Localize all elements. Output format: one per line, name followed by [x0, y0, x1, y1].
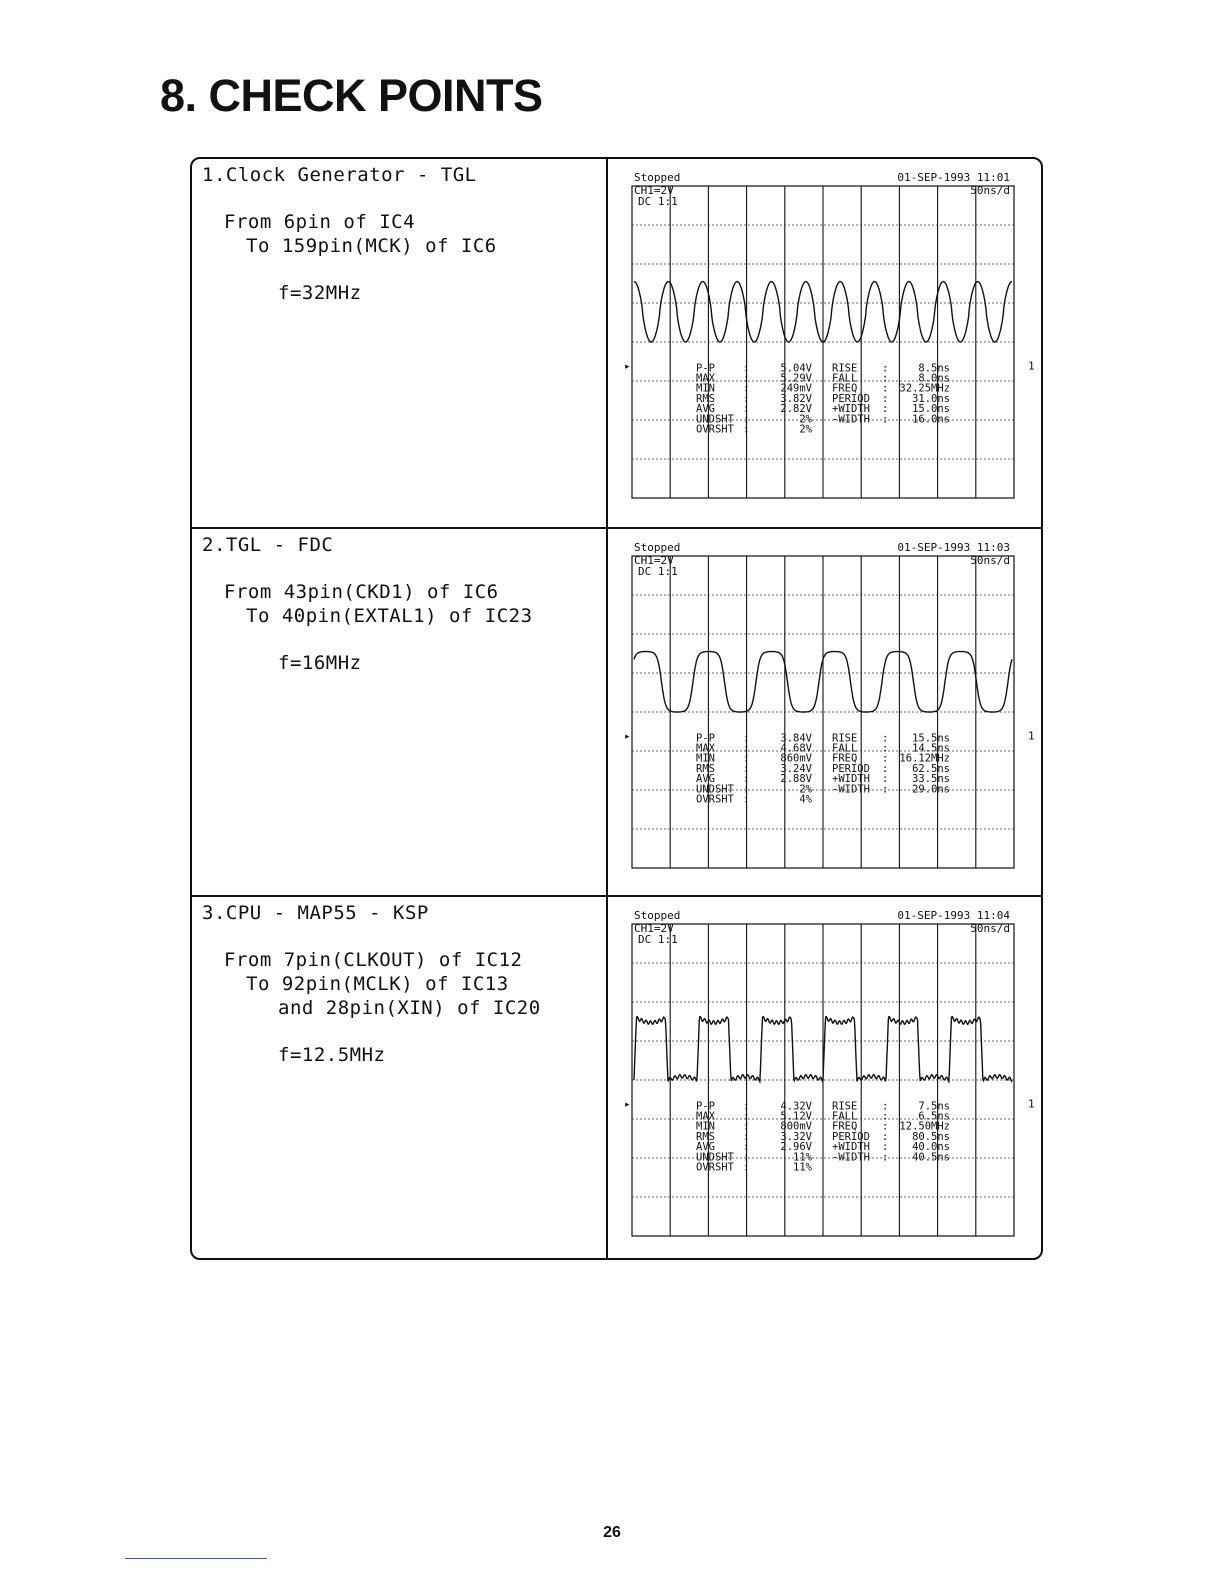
measurement-label: OVRSHT: [696, 793, 734, 806]
measurement-label: -WIDTH: [832, 413, 870, 426]
measurement-label: FALL: [832, 1110, 858, 1123]
measurement-colon: :: [882, 762, 889, 775]
oscilloscope-trace-2: [608, 529, 1043, 897]
measurement-label: MIN: [696, 382, 715, 395]
checkpoint-from: From 6pin of IC4: [224, 211, 416, 233]
measurement-colon: :: [743, 732, 750, 745]
measurement-label: OVRSHT: [696, 423, 734, 436]
measurement-value: 16.0ns: [912, 413, 950, 426]
measurement-colon: :: [882, 742, 889, 755]
page-title: 8. CHECK POINTS: [160, 70, 543, 121]
measurement-label: FREQ: [832, 1120, 858, 1133]
measurement-colon: :: [743, 372, 750, 385]
measurement-colon: :: [743, 403, 750, 416]
checkpoint-row-tgl-fdc: [192, 527, 1041, 897]
measurement-colon: :: [743, 413, 750, 426]
measurement-value: 800mV: [780, 1120, 812, 1133]
measurement-value: 5.04V: [780, 362, 812, 375]
measurement-label: P-P: [696, 362, 715, 375]
measurement-colon: :: [882, 732, 889, 745]
measurement-colon: :: [882, 392, 889, 405]
measurement-label: UNDSHT: [696, 413, 734, 426]
scope-trigger-marker: 1: [1028, 729, 1035, 743]
measurement-label: MAX: [696, 1110, 715, 1123]
page-number: 26: [603, 1524, 621, 1541]
measurement-value: 2%: [799, 423, 812, 436]
measurement-colon: :: [743, 752, 750, 765]
measurement-colon: :: [743, 1120, 750, 1133]
measurement-label: PERIOD: [832, 762, 870, 775]
measurement-label: -WIDTH: [832, 783, 870, 796]
measurement-value: 3.24V: [780, 762, 812, 775]
measurement-value: 14.5ns: [912, 742, 950, 755]
scope-timebase: 50ns/d: [970, 554, 1010, 567]
measurement-colon: :: [743, 773, 750, 786]
measurement-colon: :: [882, 783, 889, 796]
measurement-value: 12.50MHz: [899, 1120, 950, 1133]
measurement-label: RMS: [696, 1130, 715, 1143]
measurement-label: RMS: [696, 762, 715, 775]
checkpoint-from: From 7pin(CLKOUT) of IC12: [224, 949, 523, 971]
measurement-value: 860mV: [780, 752, 812, 765]
checkpoint-row-clock-generator: [192, 159, 1041, 527]
checkpoint-to: To 159pin(MCK) of IC6: [246, 235, 497, 257]
checkpoint-from: From 43pin(CKD1) of IC6: [224, 581, 499, 603]
measurement-label: FREQ: [832, 752, 858, 765]
measurement-value: 4.32V: [780, 1100, 812, 1113]
measurement-value: 15.0ns: [912, 403, 950, 416]
measurement-colon: :: [882, 1130, 889, 1143]
measurement-value: 16.12MHz: [899, 752, 950, 765]
measurement-label: MAX: [696, 372, 715, 385]
scope-coupling: DC 1:1: [638, 565, 678, 578]
scope-status: Stopped: [634, 171, 681, 184]
measurement-label: RISE: [832, 1100, 858, 1113]
scope-date: 01-SEP-1993 11:04: [897, 909, 1010, 922]
measurement-label: +WIDTH: [832, 773, 870, 786]
measurement-colon: :: [743, 423, 750, 436]
measurement-label: RISE: [832, 362, 858, 375]
measurement-label: UNDSHT: [696, 1151, 734, 1164]
scope-ground-marker: ▸: [624, 359, 631, 373]
measurement-value: 15.5ns: [912, 732, 950, 745]
oscilloscope-trace-1: [608, 159, 1043, 527]
measurement-label: MIN: [696, 752, 715, 765]
measurement-label: PERIOD: [832, 1130, 870, 1143]
checkpoint-title: 1.Clock Generator - TGL: [202, 164, 477, 186]
checkpoint-title: 2.TGL - FDC: [202, 534, 334, 556]
oscilloscope-cell: [608, 159, 1043, 527]
measurement-value: 6.5ns: [918, 1110, 950, 1123]
checkpoints-table: [190, 157, 1043, 1260]
measurement-label: MIN: [696, 1120, 715, 1133]
measurement-label: +WIDTH: [832, 403, 870, 416]
footer-rule: [125, 1558, 267, 1559]
measurement-value: 40.0ns: [912, 1141, 950, 1154]
scope-date: 01-SEP-1993 11:01: [897, 171, 1010, 184]
measurement-value: 62.5ns: [912, 762, 950, 775]
measurement-value: 4%: [799, 793, 812, 806]
checkpoint-description: [192, 529, 608, 897]
measurement-colon: :: [743, 742, 750, 755]
scope-timebase: 50ns/d: [970, 922, 1010, 935]
measurement-colon: :: [743, 362, 750, 375]
measurement-colon: :: [882, 773, 889, 786]
measurement-value: 32.25MHz: [899, 382, 950, 395]
measurement-label: P-P: [696, 732, 715, 745]
measurement-colon: :: [882, 413, 889, 426]
measurement-value: 5.12V: [780, 1110, 812, 1123]
measurement-colon: :: [882, 362, 889, 375]
measurement-value: 3.84V: [780, 732, 812, 745]
measurement-label: RISE: [832, 732, 858, 745]
measurement-value: 11%: [793, 1151, 812, 1164]
measurement-value: 3.32V: [780, 1130, 812, 1143]
scope-ground-marker: ▸: [624, 1097, 631, 1111]
measurement-label: -WIDTH: [832, 1151, 870, 1164]
measurement-colon: :: [743, 783, 750, 796]
measurement-value: 2.96V: [780, 1141, 812, 1154]
measurement-colon: :: [743, 1161, 750, 1174]
checkpoint-row-cpu: [192, 895, 1041, 1260]
measurement-colon: :: [882, 752, 889, 765]
measurement-label: UNDSHT: [696, 783, 734, 796]
measurement-label: AVG: [696, 403, 715, 416]
measurement-value: 249mV: [780, 382, 812, 395]
measurement-value: 29.0ns: [912, 783, 950, 796]
checkpoint-frequency: f=12.5MHz: [278, 1044, 386, 1066]
oscilloscope-trace-3: [608, 897, 1043, 1260]
oscilloscope-cell: [608, 529, 1043, 897]
scope-status: Stopped: [634, 541, 681, 554]
checkpoint-frequency: f=32MHz: [278, 282, 362, 304]
measurement-value: 80.5ns: [912, 1130, 950, 1143]
measurement-colon: :: [743, 1100, 750, 1113]
measurement-colon: :: [882, 1141, 889, 1154]
measurement-colon: :: [882, 1120, 889, 1133]
checkpoint-to: To 92pin(MCLK) of IC13: [246, 973, 509, 995]
measurement-value: 2%: [799, 413, 812, 426]
measurement-colon: :: [743, 1151, 750, 1164]
oscilloscope-cell: [608, 897, 1043, 1260]
scope-date: 01-SEP-1993 11:03: [897, 541, 1010, 554]
measurement-label: FREQ: [832, 382, 858, 395]
scope-trigger-marker: 1: [1028, 359, 1035, 373]
checkpoint-to: To 40pin(EXTAL1) of IC23: [246, 605, 533, 627]
scope-channel: CH1=2V: [634, 184, 674, 197]
measurement-label: FALL: [832, 742, 858, 755]
measurement-value: 8.5ns: [918, 362, 950, 375]
scope-channel: CH1=2V: [634, 922, 674, 935]
measurement-label: MAX: [696, 742, 715, 755]
scope-trigger-marker: 1: [1028, 1097, 1035, 1111]
measurement-colon: :: [743, 762, 750, 775]
measurement-value: 8.0ns: [918, 372, 950, 385]
measurement-colon: :: [882, 1151, 889, 1164]
measurement-value: 33.5ns: [912, 773, 950, 786]
measurement-label: RMS: [696, 392, 715, 405]
measurement-label: PERIOD: [832, 392, 870, 405]
checkpoint-description: [192, 159, 608, 527]
checkpoint-title: 3.CPU - MAP55 - KSP: [202, 902, 429, 924]
measurement-colon: :: [882, 382, 889, 395]
measurement-label: FALL: [832, 372, 858, 385]
measurement-value: 7.5ns: [918, 1100, 950, 1113]
scope-coupling: DC 1:1: [638, 933, 678, 946]
measurement-colon: :: [882, 1100, 889, 1113]
checkpoint-frequency: f=16MHz: [278, 652, 362, 674]
measurement-label: P-P: [696, 1100, 715, 1113]
measurement-value: 2.88V: [780, 773, 812, 786]
measurement-colon: :: [882, 403, 889, 416]
measurement-label: AVG: [696, 1141, 715, 1154]
measurement-colon: :: [882, 372, 889, 385]
measurement-value: 2%: [799, 783, 812, 796]
scope-coupling: DC 1:1: [638, 195, 678, 208]
measurement-value: 3.82V: [780, 392, 812, 405]
measurement-value: 31.0ns: [912, 392, 950, 405]
measurement-colon: :: [743, 392, 750, 405]
measurement-label: OVRSHT: [696, 1161, 734, 1174]
measurement-value: 5.29V: [780, 372, 812, 385]
measurement-colon: :: [743, 382, 750, 395]
measurement-value: 2.82V: [780, 403, 812, 416]
measurement-label: AVG: [696, 773, 715, 786]
measurement-label: +WIDTH: [832, 1141, 870, 1154]
measurement-colon: :: [743, 1130, 750, 1143]
measurement-colon: :: [743, 1110, 750, 1123]
scope-channel: CH1=2V: [634, 554, 674, 567]
scope-ground-marker: ▸: [624, 729, 631, 743]
checkpoint-and: and 28pin(XIN) of IC20: [278, 997, 541, 1019]
measurement-colon: :: [882, 1110, 889, 1123]
checkpoint-description: [192, 897, 608, 1260]
scope-status: Stopped: [634, 909, 681, 922]
scope-timebase: 50ns/d: [970, 184, 1010, 197]
measurement-colon: :: [743, 1141, 750, 1154]
measurement-value: 11%: [793, 1161, 812, 1174]
measurement-value: 40.5ns: [912, 1151, 950, 1164]
measurement-colon: :: [743, 793, 750, 806]
measurement-value: 4.68V: [780, 742, 812, 755]
